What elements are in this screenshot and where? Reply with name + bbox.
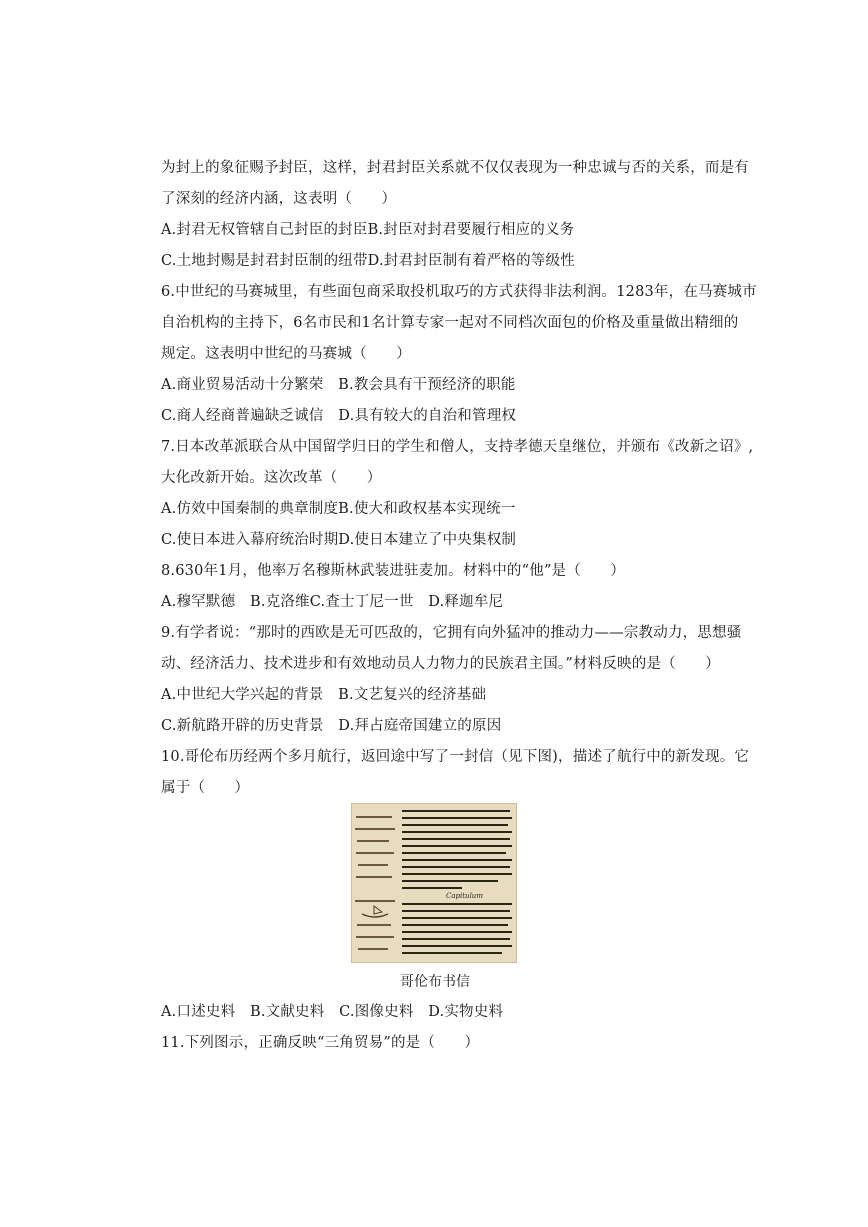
option-line: C.使日本进入幕府统治时期D.使日本建立了中央集权制 — [161, 532, 517, 548]
question-6: 6.中世纪的马赛城里，有些面包商采取投机取巧的方式获得非法利润。1283年，在马赛城市 — [161, 284, 757, 300]
columbus-letter-image — [351, 803, 517, 963]
text-line: 大化改新开始。这次改革（ ） — [161, 470, 382, 486]
question-11: 11.下列图示，正确反映“三角贸易”的是（ ） — [161, 1035, 480, 1051]
option-line: A.口述史料 B.文献史料 C.图像史料 D.实物史料 — [161, 1004, 504, 1020]
option-line: A.封君无权管辖自己封臣的封臣B.封臣对封君要履行相应的义务 — [161, 222, 575, 238]
question-8: 8.630年1月，他率万名穆斯林武装进驻麦加。材料中的“他”是（ ） — [161, 563, 626, 579]
ship-sketch-icon — [360, 904, 390, 920]
text-line: 动、经济活力、技术进步和有效地动员人力物力的民族君主国。”材料反映的是（ ） — [161, 656, 720, 672]
question-9: 9.有学者说：“那时的西欧是无可匹敌的，它拥有向外猛冲的推动力——宗教动力，思想骚 — [161, 625, 742, 641]
figure-caption: 哥伦布书信 — [400, 974, 470, 990]
option-line: A.中世纪大学兴起的背景 B.文艺复兴的经济基础 — [161, 687, 487, 703]
option-line: A.商业贸易活动十分繁荣 B.教会具有干预经济的职能 — [161, 377, 516, 393]
chapter-heading: Capitulum — [446, 892, 483, 900]
question-10: 10.哥伦布历经两个多月航行，返回途中写了一封信（见下图)，描述了航行中的新发现。它 — [161, 749, 750, 765]
option-line: C.新航路开辟的历史背景 D.拜占庭帝国建立的原因 — [161, 718, 502, 734]
option-line: C.土地封赐是封君封臣制的纽带D.封君封臣制有着严格的等级性 — [161, 253, 575, 269]
option-line: C.商人经商普遍缺乏诚信 D.具有较大的自治和管理权 — [161, 408, 517, 424]
question-7: 7.日本改革派联合从中国留学归日的学生和僧人，支持孝德天皇继位，并颁布《改新之诏》, — [161, 439, 754, 455]
text-line: 为封上的象征赐予封臣，这样，封君封臣关系就不仅仅表现为一种忠诚与否的关系，而是有 — [161, 160, 749, 176]
option-line: A.仿效中国秦制的典章制度B.使大和政权基本实现统一 — [161, 501, 516, 517]
text-line: 属于（ ） — [161, 780, 250, 796]
text-line: 规定。这表明中世纪的马赛城（ ） — [161, 346, 411, 362]
text-line: 了深刻的经济内涵，这表明（ ） — [161, 191, 397, 207]
text-line: 自治机构的主持下，6名市民和1名计算专家一起对不同档次面包的价格及重量做出精细的 — [161, 315, 739, 331]
option-line: A.穆罕默德 B.克洛维C.査士丁尼一世 D.释迦牟尼 — [161, 594, 504, 610]
